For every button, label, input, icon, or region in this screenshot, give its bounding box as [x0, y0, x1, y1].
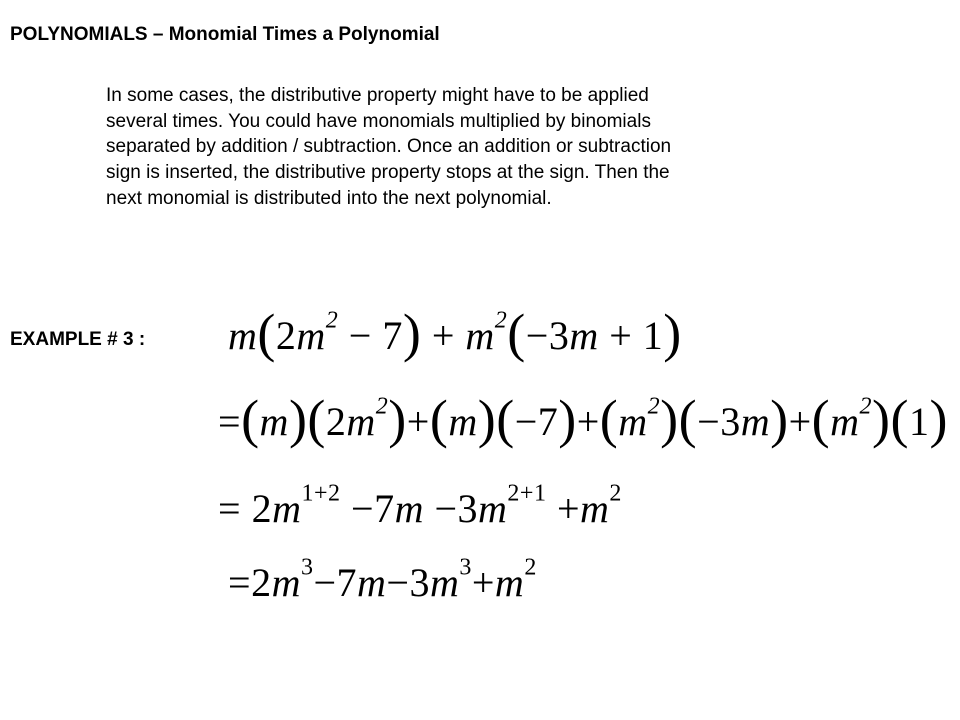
- equation-step-3: $=2m^3-7m-3m^3+m^2$: [228, 554, 537, 605]
- paragraph-line: several times. You could have monomials multiplied by binomials: [106, 110, 651, 132]
- paragraph-line: next monomial is distributed into the next polynomial.: [106, 187, 552, 209]
- page-title: POLYNOMIALS – Monomial Times a Polynomial: [10, 24, 440, 45]
- paragraph-line: sign is inserted, the distributive property stops at the sign. Then the: [106, 161, 670, 183]
- equation-step-2: = $2m^{1+2} -7m -3m^{2+1} +m^2$: [218, 480, 622, 531]
- example-label: EXAMPLE # 3 :: [10, 329, 146, 350]
- equation-given: $m(2m^2 - 7) + m^2(-3m + 1)$: [228, 303, 682, 364]
- paragraph-line: In some cases, the distributive property might have to be applied: [106, 85, 649, 106]
- explanation-paragraph: [106, 83, 836, 211]
- equation-step-1: $=(m)(2m^2)+(m)(-7)+(m^2)(-3m)+(m^2)(1)$: [218, 389, 948, 450]
- paragraph-line: separated by addition / subtraction. Once an addition or subtraction: [106, 136, 672, 158]
